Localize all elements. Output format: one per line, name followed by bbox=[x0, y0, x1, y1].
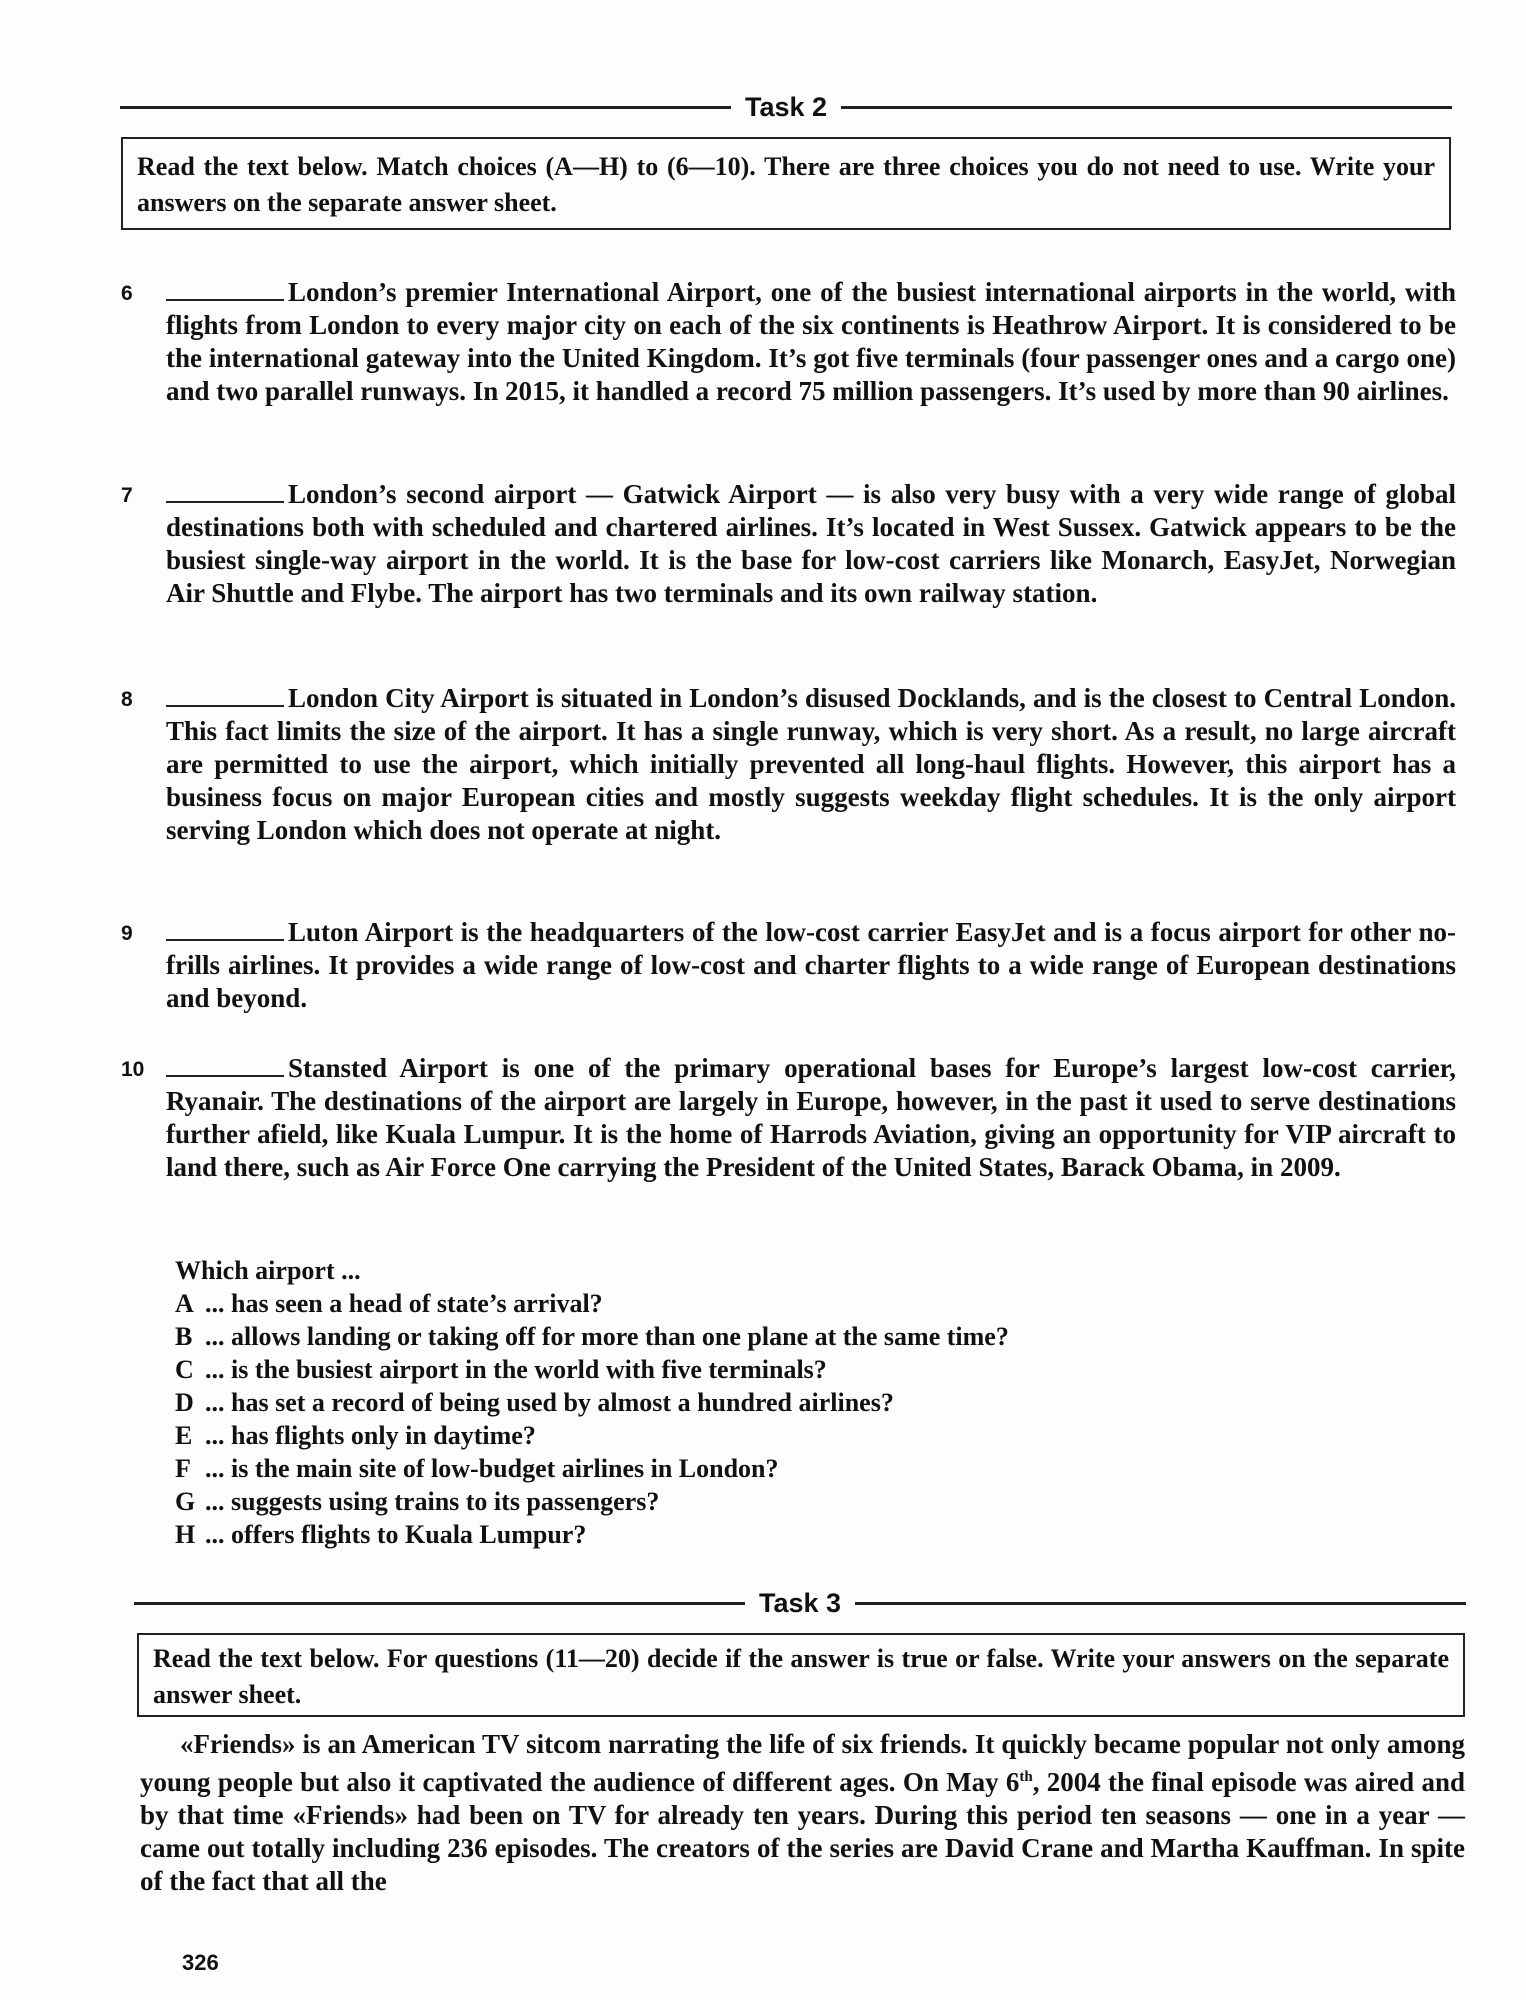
choice-text: ... is the main site of low-budget airlines in London? bbox=[205, 1454, 779, 1483]
choice-d bbox=[175, 1386, 1275, 1419]
item-text: Luton Airport is the headquarters of the low-cost carrier EasyJet and is a focus airport for other no-frills airlines. It provides a wide range of low-cost and charter flights to a wide range of European destinations and beyond. bbox=[166, 917, 1456, 1013]
answer-blank bbox=[166, 479, 284, 503]
item-number: 7 bbox=[121, 484, 133, 507]
item-text: London’s second airport — Gatwick Airport — is also very busy with a very wide range of global destinations both with scheduled and chartered airlines. It’s located in West Sussex. Gatwick appears to be the busiest single-way airport in the world. It is the base for low-cost carriers like Monarch, EasyJet, Norwegian Air Shuttle and Flybe. The airport has two terminals and its own railway station. bbox=[166, 479, 1456, 608]
choice-a bbox=[175, 1287, 1275, 1320]
list-item bbox=[121, 276, 1456, 408]
item-number: 10 bbox=[121, 1058, 145, 1081]
list-item bbox=[121, 1052, 1456, 1184]
list-item bbox=[121, 916, 1456, 1015]
list-item bbox=[121, 478, 1456, 610]
divider bbox=[841, 106, 1452, 109]
choice-letter: D bbox=[175, 1388, 194, 1417]
item-number: 9 bbox=[121, 922, 133, 945]
divider bbox=[120, 106, 731, 109]
paragraph-text: «Friends» is an American TV sitcom narrating the life of six friends. It quickly became popular not only among young people but also it captivated the audience of different ages. On May 6 bbox=[140, 1729, 1465, 1797]
choice-text: ... offers flights to Kuala Lumpur? bbox=[205, 1520, 587, 1549]
item-text: London City Airport is situated in London’s disused Docklands, and is the closest to Central London. This fact limits the size of the airport. It has a single runway, which is very short. As a result, no large aircraft are permitted to use the airport, which initially prevented all long-haul flights. However, this airport has a business focus on major European cities and mostly suggests weekday flight schedules. It is the only airport serving London which does not operate at night. bbox=[166, 683, 1456, 845]
task3-text bbox=[140, 1728, 1465, 1898]
choice-e bbox=[175, 1419, 1275, 1452]
answer-blank bbox=[166, 277, 284, 301]
choice-letter: G bbox=[175, 1487, 196, 1516]
choice-letter: H bbox=[175, 1520, 196, 1549]
divider bbox=[855, 1602, 1466, 1605]
choice-g bbox=[175, 1485, 1275, 1518]
item-number: 6 bbox=[121, 282, 133, 305]
item-text: Stansted Airport is one of the primary operational bases for Europe’s largest low-cost carrier, Ryanair. The destinations of the airport are largely in Europe, however, in the past it used to serve destinations further afield, like Kuala Lumpur. It is the home of Harrods Aviation, giving an opportunity for VIP aircraft to land there, such as Air Force One carrying the President of the United States, Barack Obama, in 2009. bbox=[166, 1053, 1456, 1182]
task2-title: Task 2 bbox=[744, 92, 828, 122]
choice-text: ... has set a record of being used by almost a hundred airlines? bbox=[205, 1388, 894, 1417]
choice-c bbox=[175, 1353, 1275, 1386]
choice-text: ... has seen a head of state’s arrival? bbox=[205, 1289, 603, 1318]
choice-letter: E bbox=[175, 1421, 193, 1450]
paragraph-text: , 2004 the final episode was aired and by that time «Friends» had been on TV for already ten years. During this period ten seasons — one in a year — came out totally including 236 episodes. The creators of the series are David Crane and Martha Kauffman. In spite of the fact that all the bbox=[140, 1767, 1465, 1896]
ordinal-suffix: th bbox=[1019, 1769, 1033, 1785]
answer-blank bbox=[166, 683, 284, 707]
choice-text: ... allows landing or taking off for more than one plane at the same time? bbox=[205, 1322, 1009, 1351]
question-label: Which airport ... bbox=[175, 1256, 361, 1285]
choice-b bbox=[175, 1320, 1275, 1353]
choice-text: ... is the busiest airport in the world with five terminals? bbox=[205, 1355, 827, 1384]
choice-text: ... suggests using trains to its passengers? bbox=[205, 1487, 660, 1516]
task2-heading bbox=[120, 92, 1452, 123]
item-text: London’s premier International Airport, one of the busiest international airports in the world, with flights from London to every major city on each of the six continents is Heathrow Airport. It is considered to be the international gateway into the United Kingdom. It’s got five terminals (four passenger ones and a cargo one) and two parallel runways. In 2015, it handled a record 75 million passengers. It’s used by more than 90 airlines. bbox=[166, 277, 1456, 406]
task3-instructions: Read the text below. For questions (11—20) decide if the answer is true or false. Write your answers on the separate answer sheet. bbox=[137, 1633, 1465, 1717]
choice-f bbox=[175, 1452, 1275, 1485]
choice-letter: B bbox=[175, 1322, 193, 1351]
answer-blank bbox=[166, 917, 284, 941]
choices-list bbox=[175, 1254, 1275, 1551]
task3-heading bbox=[134, 1588, 1466, 1619]
choice-letter: F bbox=[175, 1454, 191, 1483]
choice-text: ... has flights only in daytime? bbox=[205, 1421, 536, 1450]
item-number: 8 bbox=[121, 688, 133, 711]
answer-blank bbox=[166, 1053, 284, 1077]
list-item bbox=[121, 682, 1456, 847]
choice-letter: A bbox=[175, 1289, 194, 1318]
divider bbox=[134, 1602, 745, 1605]
choice-h bbox=[175, 1518, 1275, 1551]
task2-instructions: Read the text below. Match choices (A—H) to (6—10). There are three choices you do not need to use. Write your answers on the separate answer sheet. bbox=[121, 137, 1451, 230]
choice-letter: C bbox=[175, 1355, 194, 1384]
task3-title: Task 3 bbox=[758, 1588, 842, 1618]
page-number: 326 bbox=[182, 1950, 219, 1975]
